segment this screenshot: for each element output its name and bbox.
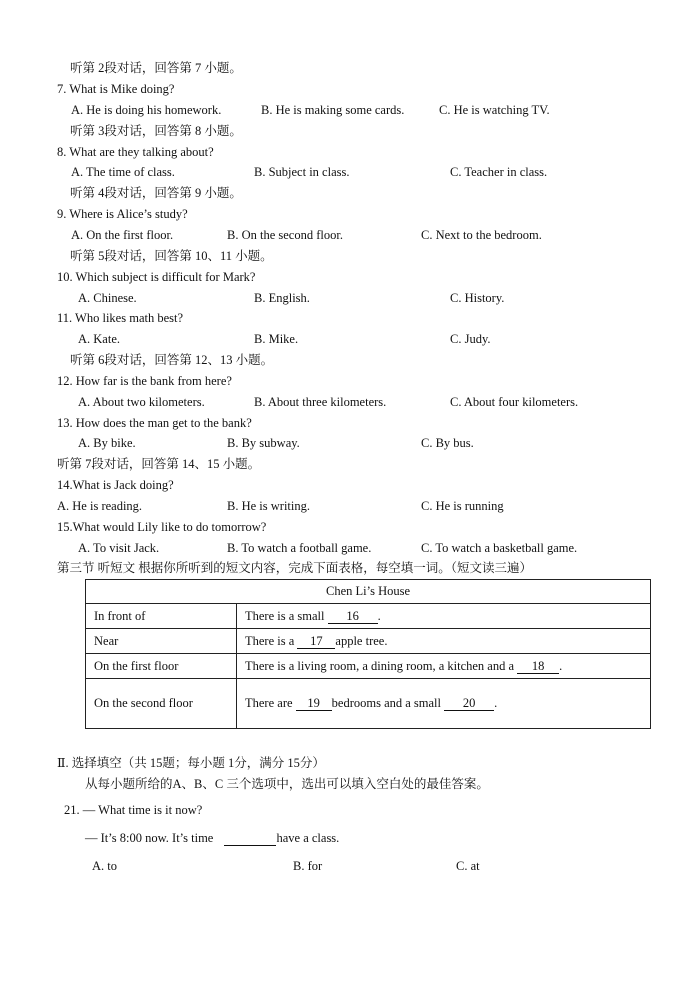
row-content: There is a 17 apple tree.	[237, 629, 651, 654]
row-label: In front of	[86, 604, 237, 629]
option-12c: C. About four kilometers.	[450, 395, 579, 409]
section-instruction: 听第 4段对话，回答第 9 小题。	[70, 186, 242, 200]
row-label: On the second floor	[86, 679, 237, 729]
option-14b: B. He is writing.	[227, 499, 310, 513]
part-3-heading: 第三节 听短文 根据你所听到的短文内容，完成下面表格，每空填一词。（短文读三遍）	[57, 561, 533, 575]
row-content: There is a living room, a dining room, a kitchen and a 18 .	[237, 654, 651, 679]
option-7c: C. He is watching TV.	[439, 103, 550, 117]
option-8c: C. Teacher in class.	[450, 165, 548, 179]
question-9: 9. Where is Alice’s study?	[57, 207, 188, 221]
option-21b: B. for	[293, 859, 323, 873]
section-instruction: 听第 6段对话，回答第 12、13 小题。	[70, 353, 274, 367]
table-row	[86, 604, 651, 629]
question-10: 10. Which subject is difficult for Mark?	[57, 270, 256, 284]
row-content: There is a small 16 .	[237, 604, 651, 629]
option-11a: A. Kate.	[78, 332, 120, 346]
option-9b: B. On the second floor.	[227, 228, 343, 242]
question-21: 21. — What time is it now?	[64, 803, 203, 817]
blank-20[interactable]: 20	[444, 696, 494, 711]
option-11c: C. Judy.	[450, 332, 491, 346]
blank-16[interactable]: 16	[328, 609, 378, 624]
section-instruction: 听第 2段对话，回答第 7 小题。	[70, 61, 242, 75]
table-row	[86, 679, 651, 729]
option-15c: C. To watch a basketball game.	[421, 541, 578, 555]
chen-li-house-table	[85, 579, 651, 729]
option-10b: B. English.	[254, 291, 310, 305]
section-instruction: 听第 7段对话，回答第 14、15 小题。	[57, 457, 261, 471]
question-8: 8. What are they talking about?	[57, 145, 214, 159]
option-15b: B. To watch a football game.	[227, 541, 372, 555]
option-10a: A. Chinese.	[78, 291, 137, 305]
question-14: 14.What is Jack doing?	[57, 478, 174, 492]
option-7b: B. He is making some cards.	[261, 103, 405, 117]
option-8a: A. The time of class.	[71, 165, 175, 179]
row-content: There are 19 bedrooms and a small 20 .	[237, 679, 651, 729]
row-label: Near	[86, 629, 237, 654]
option-9c: C. Next to the bedroom.	[421, 228, 542, 242]
question-11: 11. Who likes math best?	[57, 311, 184, 325]
option-13c: C. By bus.	[421, 436, 474, 450]
option-14c: C. He is running	[421, 499, 504, 513]
question-13: 13. How does the man get to the bank?	[57, 416, 252, 430]
option-9a: A. On the first floor.	[71, 228, 174, 242]
question-15: 15.What would Lily like to do tomorrow?	[57, 520, 267, 534]
section-2-heading: Ⅱ. 选择填空（共 15题；每小题 1分，满分 15分）	[57, 756, 325, 770]
option-8b: B. Subject in class.	[254, 165, 350, 179]
section-2-instruction: 从每小题所给的A、B、C 三个选项中，选出可以填入空白处的最佳答案。	[85, 777, 489, 791]
question-21-line-2: — It’s 8:00 now. It’s time have a class.	[85, 831, 340, 845]
option-12b: B. About three kilometers.	[254, 395, 387, 409]
blank-17[interactable]: 17	[297, 634, 335, 649]
option-13b: B. By subway.	[227, 436, 300, 450]
section-instruction: 听第 3段对话，回答第 8 小题。	[70, 124, 242, 138]
option-15a: A. To visit Jack.	[78, 541, 160, 555]
table-row	[86, 629, 651, 654]
option-10c: C. History.	[450, 291, 505, 305]
table-title: Chen Li’s House	[86, 580, 651, 604]
row-label: On the first floor	[86, 654, 237, 679]
option-13a: A. By bike.	[78, 436, 136, 450]
option-14a: A. He is reading.	[57, 499, 143, 513]
option-12a: A. About two kilometers.	[78, 395, 205, 409]
table-row	[86, 654, 651, 679]
question-12: 12. How far is the bank from here?	[57, 374, 232, 388]
blank-19[interactable]: 19	[296, 696, 332, 711]
section-instruction: 听第 5段对话，回答第 10、11 小题。	[70, 249, 273, 263]
blank-18[interactable]: 18	[517, 659, 559, 674]
option-21c: C. at	[456, 859, 480, 873]
question-7: 7. What is Mike doing?	[57, 82, 175, 96]
option-11b: B. Mike.	[254, 332, 299, 346]
option-7a: A. He is doing his homework.	[71, 103, 222, 117]
option-21a: A. to	[92, 859, 117, 873]
blank-21[interactable]	[224, 831, 276, 846]
